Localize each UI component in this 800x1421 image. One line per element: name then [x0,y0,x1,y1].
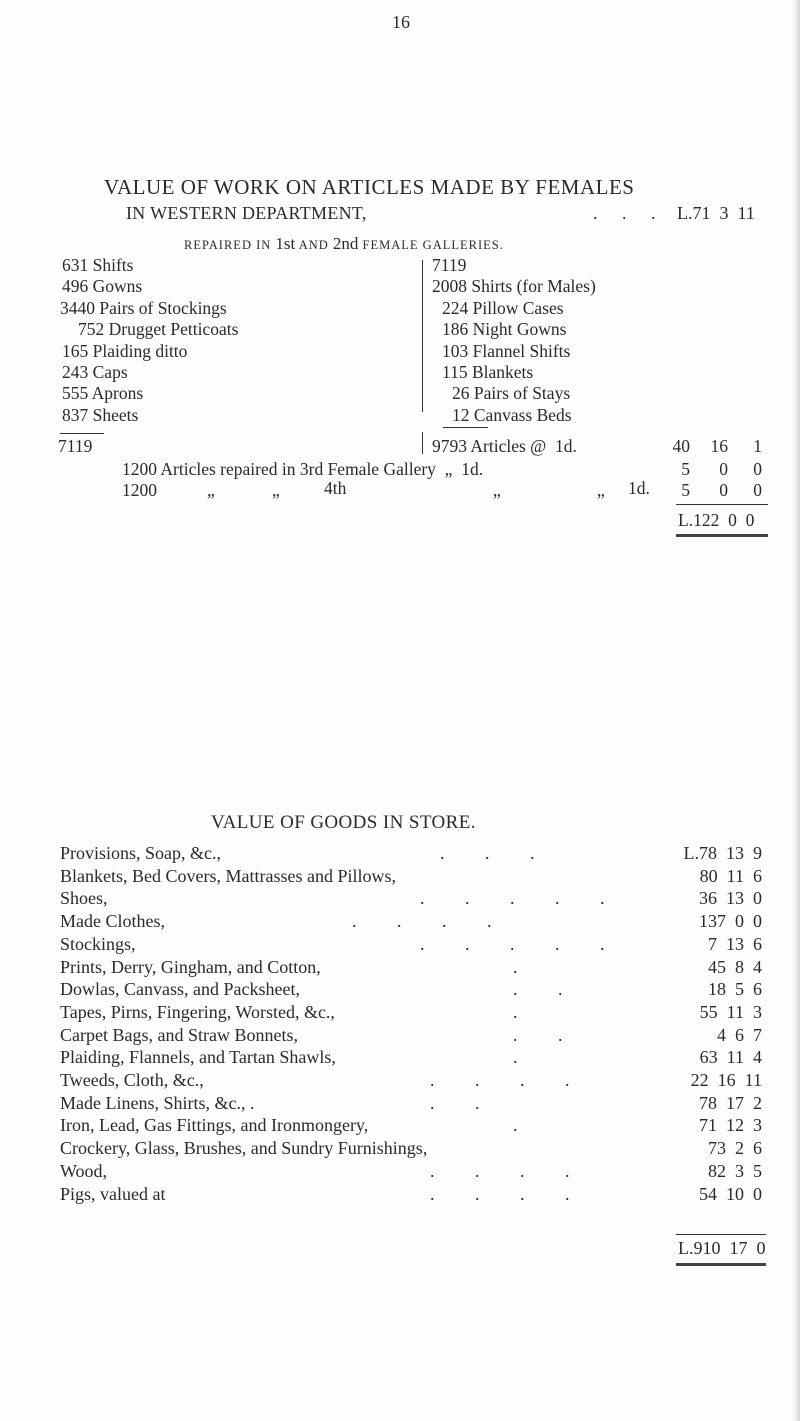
amount-pounds: 40 [672,436,690,456]
store-row-amount: 55 11 3 [699,1001,762,1022]
store-row-leader-dots: . . . . . [420,933,623,954]
subtitle-a: REPAIRED IN [184,238,272,252]
work-total-rule [676,504,768,505]
subtitle-2nd: 2nd [332,234,359,253]
store-row-label: Tapes, Pirns, Fingering, Worsted, &c., [60,1001,335,1022]
amount-shillings: 0 [719,480,728,500]
subtitle-1st: 1st [275,234,296,253]
subtitle-and: AND [298,238,329,252]
list-item: 2008 Shirts (for Males) [432,276,596,297]
store-row-leader-dots: . . [513,979,581,1000]
amount-pence: 0 [753,480,762,500]
store-row-amount: 22 16 11 [690,1070,762,1090]
store-total-underline [676,1263,766,1266]
work-title-line2: IN WESTERN DEPARTMENT, [126,203,367,223]
repair2-ditto-3: „ [493,480,501,500]
store-row-label: Stockings, [60,933,136,954]
store-row-leader-dots: . . . . [430,1070,588,1090]
repair2-count: 1200 [122,480,157,500]
store-row-leader-dots: . . . . [352,911,510,932]
list-item: 496 Gowns [62,276,143,297]
work-title-dots: . . . [593,203,666,223]
store-row-label: Iron, Lead, Gas Fittings, and Ironmongery, [60,1115,369,1136]
store-row-label: Plaiding, Flannels, and Tartan Shawls, [60,1047,336,1068]
list-item: 631 Shifts [62,255,134,275]
repair2-rate: 1d. [628,478,650,498]
list-item: 555 Aprons [62,383,144,404]
work-total: L.122 0 0 [678,510,755,530]
store-row-amount: 36 13 0 [699,888,762,909]
amount-shillings: 0 [719,459,728,479]
store-row-label: Crockery, Glass, Brushes, and Sundry Furnishings, [60,1138,428,1159]
store-row-amount: 82 3 5 [708,1160,762,1181]
work-title-line1: VALUE OF WORK ON ARTICLES MADE BY FEMALES [104,175,635,199]
store-row-label: Blankets, Bed Covers, Mattrasses and Pillows, [60,865,396,886]
page-edge-shadow [792,0,800,1421]
repair2-gallery: 4th [324,478,347,498]
store-row-amount: 54 10 0 [699,1183,762,1204]
work-subtitle [184,234,504,254]
store-row-label: Made Linens, Shirts, &c., . [60,1092,255,1113]
store-row-label: Pigs, valued at [60,1183,166,1204]
repair2-ditto-2: „ [272,480,280,500]
work-title-amount: L.71 3 11 [677,203,755,223]
store-row-amount: 4 6 7 [717,1024,762,1045]
repair2-ditto-4: „ [597,480,605,500]
right-items-list [432,255,596,426]
right-total-rule [443,427,488,428]
list-item: 26 Pairs of Stays [452,383,571,404]
store-row-amount: 71 12 3 [699,1115,762,1136]
store-row-leader-dots: . . [513,1024,581,1045]
list-item: 224 Pillow Cases [442,297,564,318]
store-title: VALUE OF GOODS IN STORE. [211,812,476,833]
left-total: 7119 [58,436,93,456]
store-row-amount: 73 2 6 [708,1138,762,1159]
store-row-label: Provisions, Soap, &c., [60,843,222,863]
column-divider-lower [422,432,423,454]
store-row-amount: 63 11 4 [699,1047,762,1068]
store-row-amount: 7 13 6 [708,933,762,954]
list-item: 103 Flannel Shifts [442,340,571,361]
list-item: 186 Night Gowns [442,319,567,340]
right-carry: 7119 [432,255,467,275]
list-item: 243 Caps [62,362,128,383]
column-divider [422,260,423,412]
articles-line: 9793 Articles @ 1d. [432,436,577,456]
repair-line-1: 1200 Articles repaired in 3rd Female Gallery „ 1d. [122,459,484,479]
store-row-amount: 18 5 6 [708,979,762,1000]
amount-pence: 1 [753,436,762,456]
list-item: 752 Drugget Petticoats [78,319,239,340]
list-item: 3440 Pairs of Stockings [60,297,227,318]
store-row-leader-dots: . . [430,1092,498,1113]
store-row-amount: 80 11 6 [699,865,762,886]
left-total-rule [60,433,104,434]
page-number: 16 [392,12,410,32]
subtitle-b: FEMALE GALLERIES. [362,238,504,252]
store-row-leader-dots: . [513,1047,536,1068]
store-row-leader-dots: . [513,956,536,977]
amount-pounds: 5 [681,459,690,479]
store-total-rule [676,1234,766,1235]
store-row-label: Dowlas, Canvass, and Packsheet, [60,979,300,1000]
store-row-amount: 137 0 0 [699,911,762,932]
store-row-leader-dots: . . . [440,843,553,863]
store-row-leader-dots: . . . . [430,1183,588,1204]
store-row-amount: 78 17 2 [699,1092,762,1113]
list-item: 115 Blankets [442,362,534,383]
list-item: 165 Plaiding ditto [62,340,188,361]
store-row-leader-dots: . . . . [430,1160,588,1181]
store-row-label: Made Clothes, [60,911,165,932]
store-row-amount: L.78 13 9 [683,843,762,863]
store-row-label: Shoes, [60,888,108,909]
store-row-leader-dots: . [513,1001,536,1022]
store-row-label: Prints, Derry, Gingham, and Cotton, [60,956,321,977]
amount-pence: 0 [753,459,762,479]
left-items-list [60,255,238,426]
store-row-leader-dots: . . . . . [420,888,623,909]
amount-shillings: 16 [710,436,728,456]
list-item: 12 Canvass Beds [452,404,572,425]
work-total-underline [676,534,768,537]
amount-pounds: 5 [681,480,690,500]
store-total: L.910 17 0 [678,1238,766,1258]
repair2-ditto-1: „ [207,480,215,500]
store-row-label: Carpet Bags, and Straw Bonnets, [60,1024,298,1045]
store-row-leader-dots: . [513,1115,536,1136]
store-row-amount: 45 8 4 [708,956,762,977]
store-row-label: Tweeds, Cloth, &c., [60,1070,204,1090]
store-row-label: Wood, [60,1160,108,1181]
list-item: 837 Sheets [62,404,139,425]
